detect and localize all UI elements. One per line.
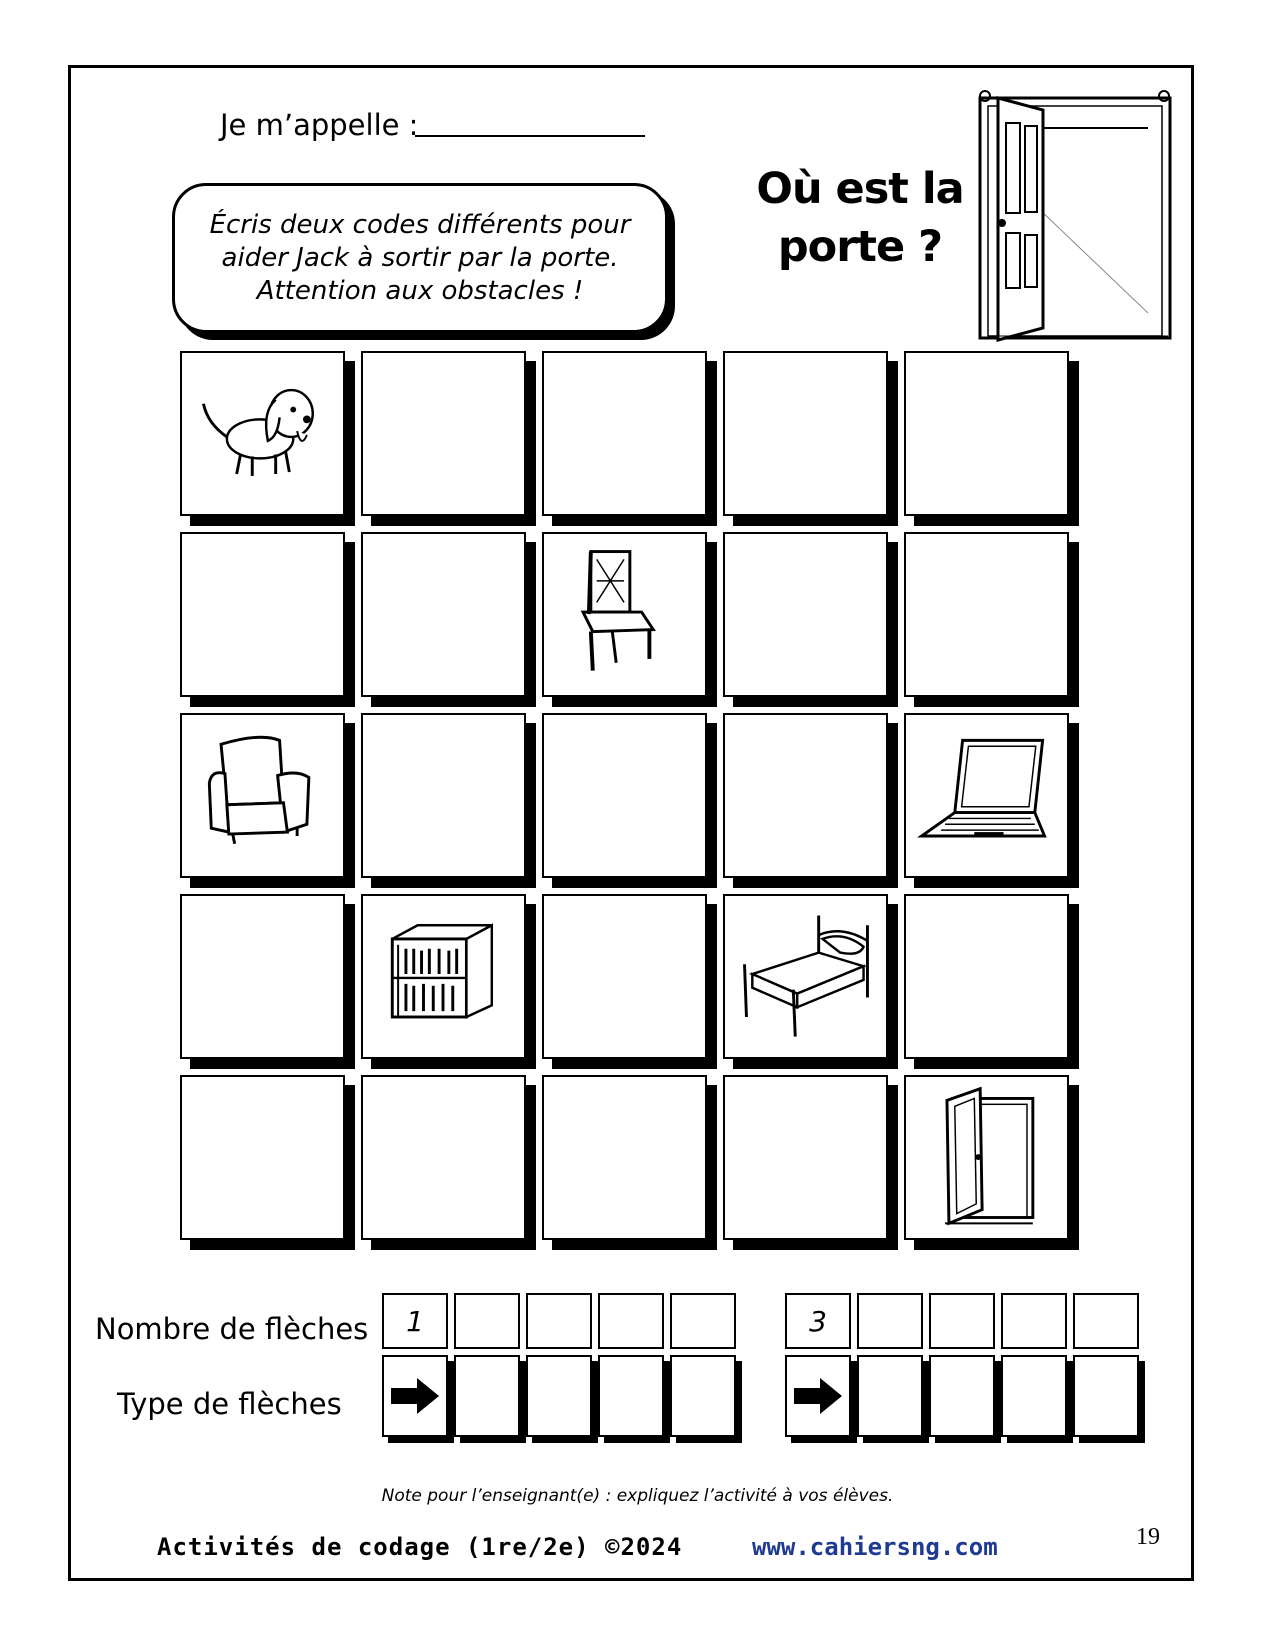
footer-copyright: Activités de codage (1re/2e) ©2024	[157, 1533, 683, 1561]
grid-cell-armchair	[180, 713, 345, 878]
grid-cell-empty	[723, 351, 888, 516]
armchair-icon	[182, 715, 343, 876]
code2-count-box[interactable]	[1073, 1293, 1139, 1349]
instruction-bubble	[172, 183, 668, 333]
code2-type-box[interactable]	[1001, 1355, 1067, 1437]
grid-cell-empty	[542, 351, 707, 516]
grid-cell-chair	[542, 532, 707, 697]
name-label: Je m’appelle :	[220, 108, 419, 142]
code1-count-box[interactable]: 1	[382, 1293, 448, 1349]
grid-cell-empty	[542, 1075, 707, 1240]
code1-count-box[interactable]	[454, 1293, 520, 1349]
code1-count-box[interactable]	[670, 1293, 736, 1349]
code1-type-box[interactable]	[382, 1355, 448, 1437]
grid-cell-empty	[904, 351, 1069, 516]
code2-type-box[interactable]	[1073, 1355, 1139, 1437]
grid-cell-empty	[361, 532, 526, 697]
grid-cell-empty	[180, 1075, 345, 1240]
right-arrow-icon	[792, 1376, 844, 1416]
grid-cell-bed	[723, 894, 888, 1059]
code1-count-box[interactable]	[526, 1293, 592, 1349]
code1-count-box[interactable]	[598, 1293, 664, 1349]
count-label: Nombre de flèches	[95, 1312, 369, 1346]
grid-cell-empty	[180, 894, 345, 1059]
name-input-line[interactable]	[415, 135, 645, 137]
grid-cell-empty	[542, 894, 707, 1059]
grid-cell-empty	[904, 894, 1069, 1059]
door-icon	[906, 1077, 1067, 1238]
chair-icon	[544, 534, 705, 695]
grid-cell-bookshelf	[361, 894, 526, 1059]
grid-cell-empty	[904, 532, 1069, 697]
dog-icon	[182, 353, 343, 514]
grid-cell-empty	[180, 532, 345, 697]
page-number: 19	[1136, 1524, 1160, 1550]
grid-cell-empty	[723, 532, 888, 697]
footer-website-link[interactable]: www.cahiersng.com	[752, 1533, 998, 1561]
grid-cell-empty	[361, 1075, 526, 1240]
open-door-illustration	[978, 88, 1178, 346]
code2-count-box[interactable]	[929, 1293, 995, 1349]
type-label: Type de flèches	[117, 1387, 342, 1421]
code2-type-box[interactable]	[857, 1355, 923, 1437]
code2-count-box[interactable]	[857, 1293, 923, 1349]
code1-type-box[interactable]	[670, 1355, 736, 1437]
bed-icon	[725, 896, 886, 1057]
code2-count-box[interactable]	[1001, 1293, 1067, 1349]
code1-type-box[interactable]	[526, 1355, 592, 1437]
right-arrow-icon	[389, 1376, 441, 1416]
teacher-note: Note pour l’enseignant(e) : expliquez l’activité à vos élèves.	[381, 1486, 894, 1506]
grid-cell-dog	[180, 351, 345, 516]
instruction-text: Écris deux codes différents pour aider Jack à sortir par la porte. Attention aux obstacles !	[209, 209, 631, 306]
grid-cell-empty	[723, 1075, 888, 1240]
grid-cell-empty	[723, 713, 888, 878]
code2-type-box[interactable]	[785, 1355, 851, 1437]
laptop-icon	[906, 715, 1067, 876]
grid-cell-laptop	[904, 713, 1069, 878]
code2-type-box[interactable]	[929, 1355, 995, 1437]
code1-type-box[interactable]	[598, 1355, 664, 1437]
grid-cell-empty	[542, 713, 707, 878]
grid-cell-empty	[361, 351, 526, 516]
grid-cell-empty	[361, 713, 526, 878]
grid-cell-door	[904, 1075, 1069, 1240]
page-title: Où est la porte ?	[756, 164, 964, 272]
bookshelf-icon	[363, 896, 524, 1057]
code1-type-box[interactable]	[454, 1355, 520, 1437]
code2-count-box[interactable]: 3	[785, 1293, 851, 1349]
